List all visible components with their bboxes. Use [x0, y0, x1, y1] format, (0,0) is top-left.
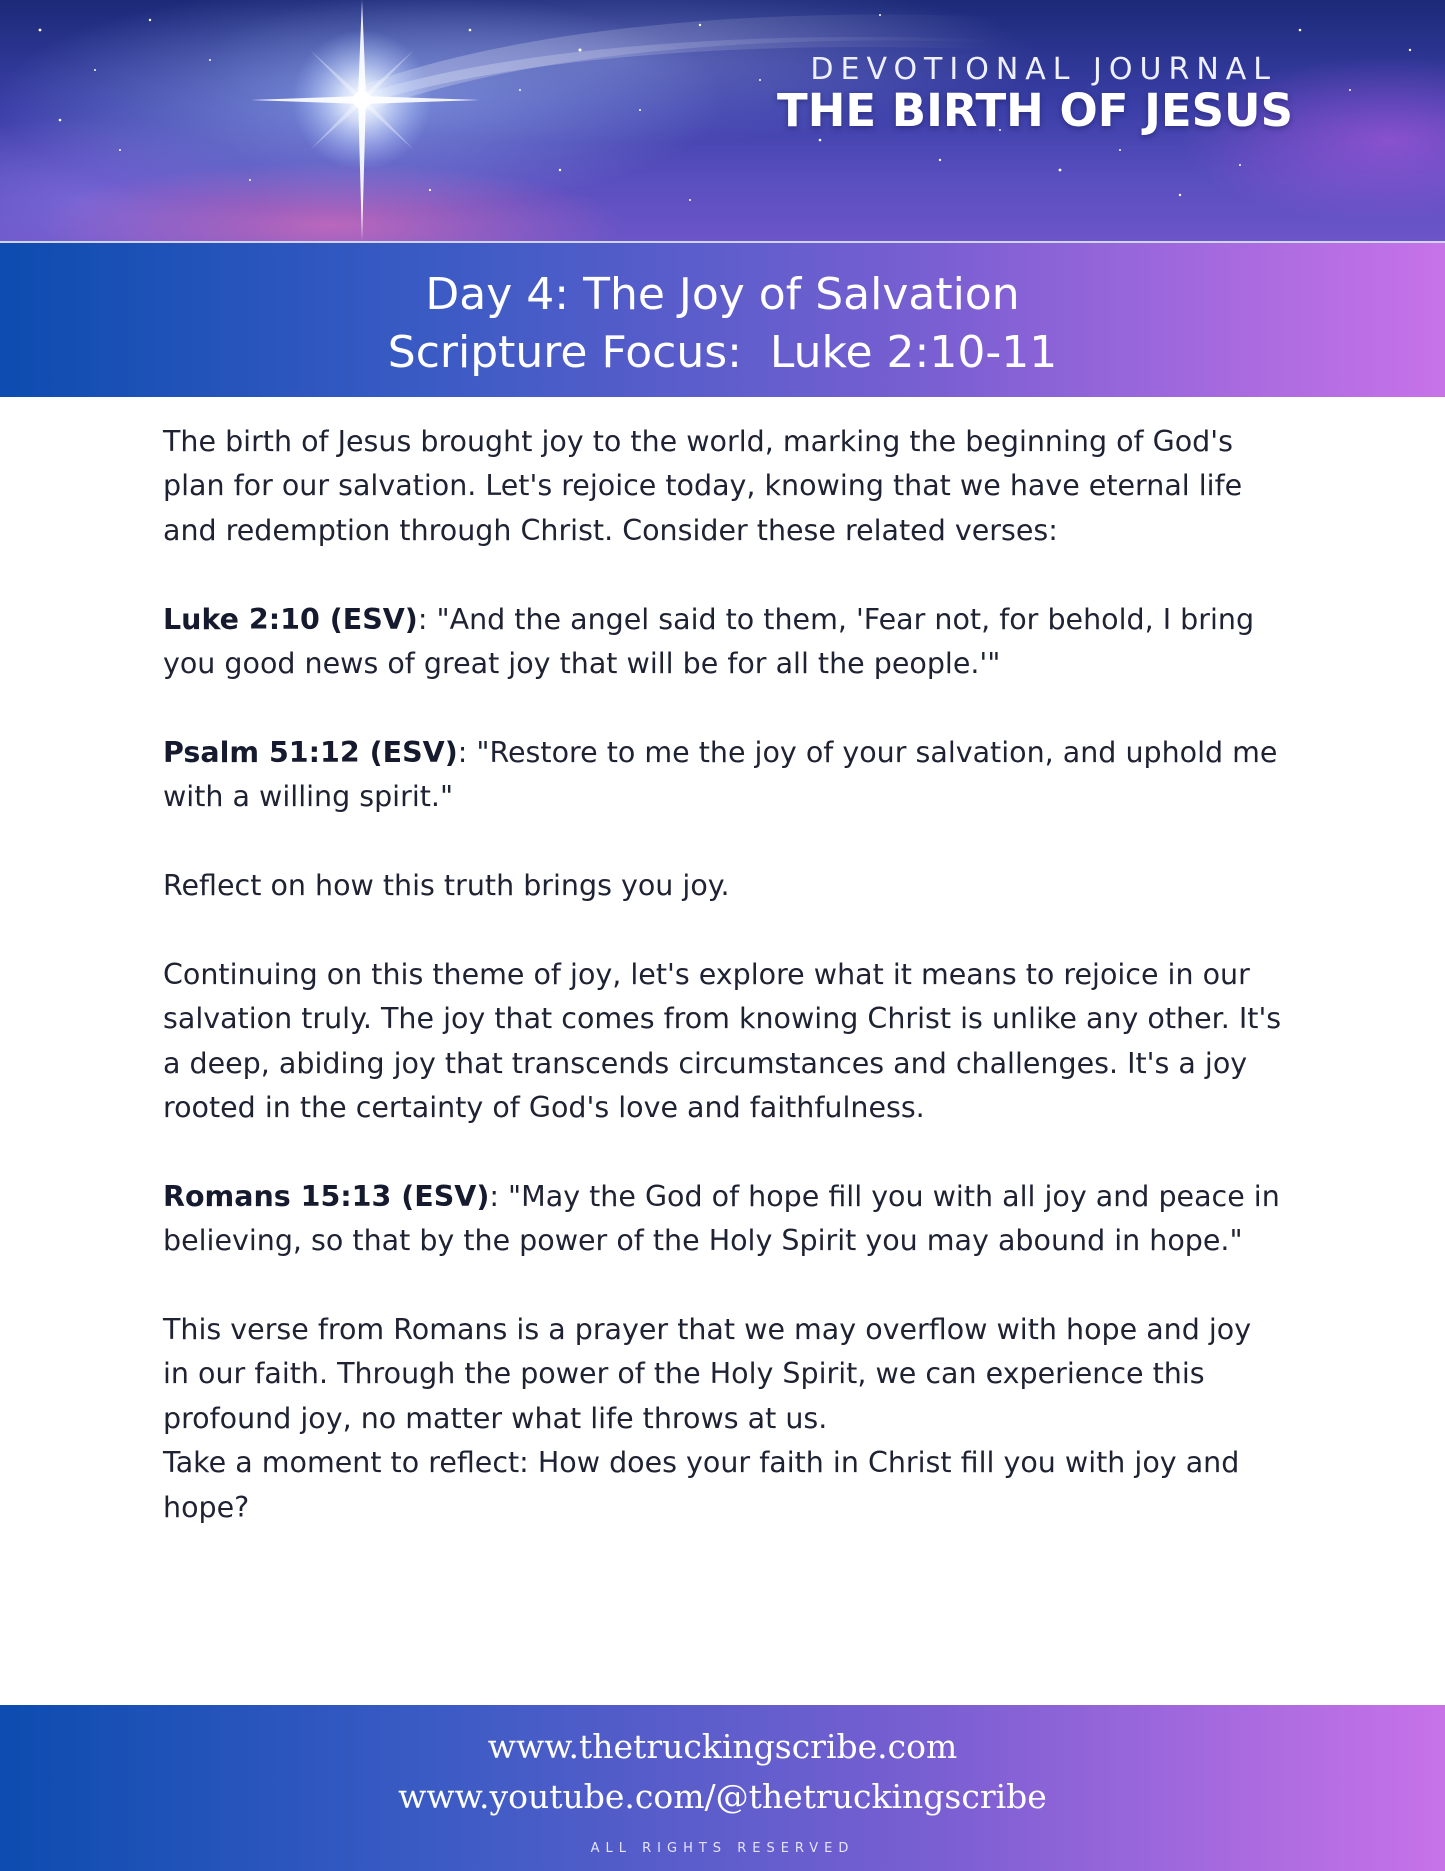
verse-text: : "And the angel said to them, 'Fear not, for behold, I bring you good news of great joy that will be for all the people.'": [163, 602, 1255, 681]
day-title-band: [0, 243, 1445, 397]
verse-psalm: [163, 731, 1283, 820]
header-banner: [0, 0, 1445, 241]
youtube-link[interactable]: www.youtube.com/@thetruckingscribe: [398, 1777, 1047, 1816]
journal-title: THE BIRTH OF JESUS: [777, 84, 1293, 137]
verse-text: : "May the God of hope fill you with all joy and peace in believing, so that by the power of the Holy Spirit you may abound in hope.": [163, 1179, 1280, 1258]
reflect-paragraph: Reflect on how this truth brings you joy.: [163, 869, 730, 903]
closing-paragraph: This verse from Romans is a prayer that we may overflow with hope and joy in our faith. Through the power of the Holy Spirit, we can experience this profound joy, no matter what life throws at us.: [163, 1313, 1252, 1435]
journal-subtitle: DEVOTIONAL JOURNAL: [810, 52, 1277, 87]
continuing-paragraph: Continuing on this theme of joy, let's explore what it means to rejoice in our salvation truly. The joy that comes from knowing Christ is unlike any other. It's a deep, abiding joy that transcends circumstances and challenges. It's a joy rooted in the certainty of God's love and faithfulness.: [163, 957, 1282, 1125]
rights-notice: ALL RIGHTS RESERVED: [590, 1841, 855, 1856]
intro-paragraph: The birth of Jesus brought joy to the world, marking the beginning of God's plan for our salvation. Let's rejoice today, knowing that we have eternal life and redemption through Christ. Consider these related verses:: [163, 425, 1243, 547]
verse-reference: Romans 15:13 (ESV): [163, 1179, 490, 1213]
scripture-focus: Scripture Focus: Luke 2:10-11: [387, 327, 1058, 378]
verse-luke: [163, 598, 1283, 687]
reflection-question: Take a moment to reflect: How does your faith in Christ fill you with joy and hope?: [163, 1446, 1240, 1524]
verse-reference: Psalm 51:12 (ESV): [163, 735, 458, 769]
day-title: Day 4: The Joy of Salvation: [425, 269, 1020, 320]
verse-romans: [163, 1175, 1283, 1264]
website-link[interactable]: www.thetruckingscribe.com: [487, 1727, 958, 1766]
verse-reference: Luke 2:10 (ESV): [163, 602, 418, 636]
footer-band: [0, 1705, 1445, 1871]
verse-text: : "Restore to me the joy of your salvation, and uphold me with a willing spirit.": [163, 735, 1278, 814]
devotional-body: [163, 420, 1283, 1530]
